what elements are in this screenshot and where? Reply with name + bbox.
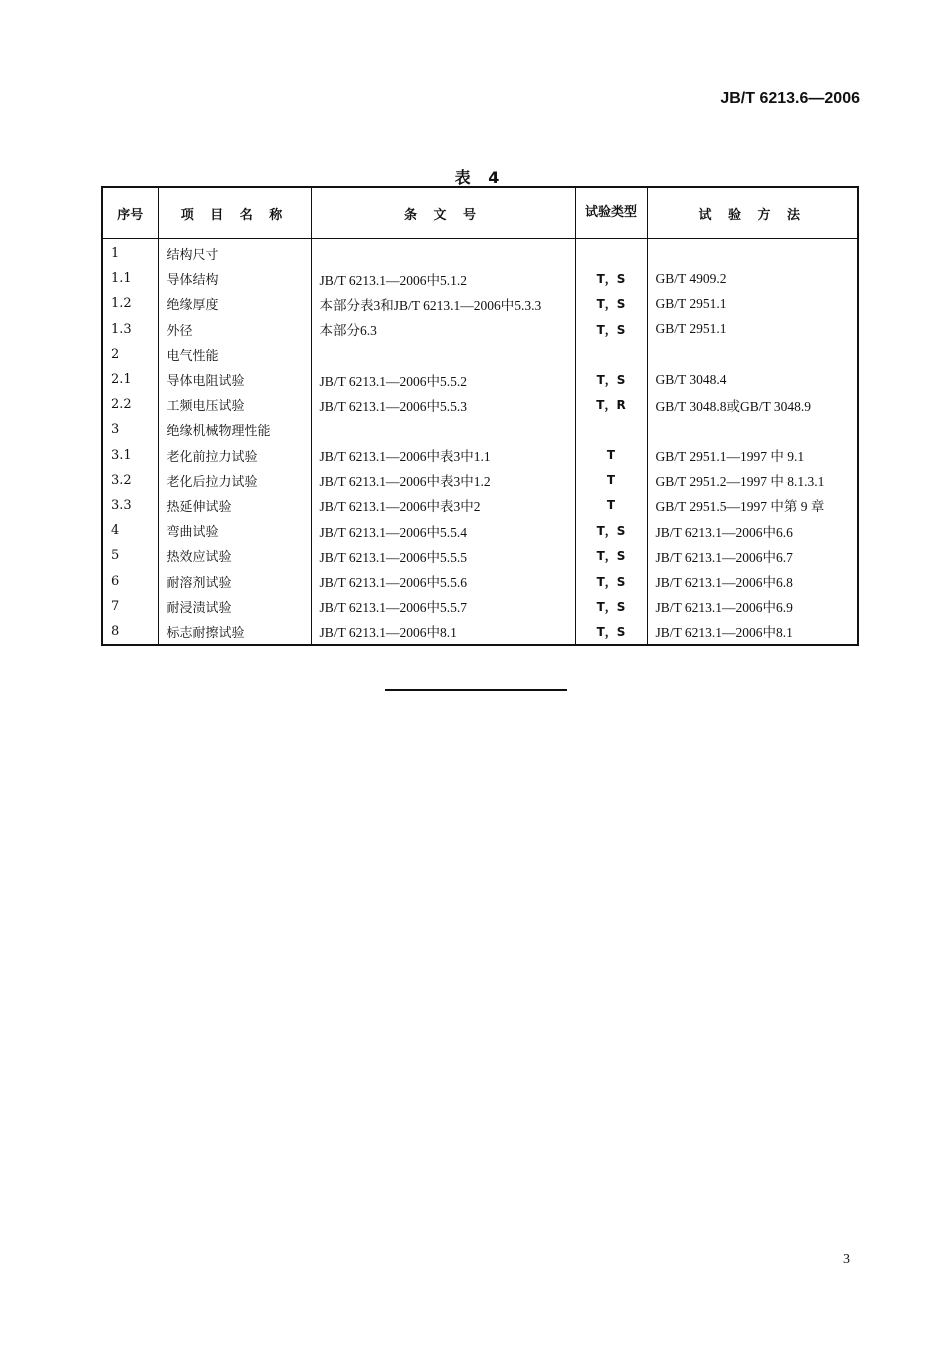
cell-seq: 8: [102, 619, 158, 645]
cell-seq: 2.1: [102, 367, 158, 392]
cell-clause: 本部分表3和JB/T 6213.1—2006中5.3.3: [311, 291, 575, 316]
cell-seq: 1.2: [102, 291, 158, 316]
column-header-method: 试 验 方 法: [647, 187, 858, 239]
cell-test-type: T: [575, 493, 647, 518]
cell-test-method: JB/T 6213.1—2006中8.1: [647, 619, 858, 645]
table-row: [102, 493, 858, 518]
cell-item-name: 热延伸试验: [158, 493, 311, 518]
table-row: [102, 443, 858, 468]
cell-seq: 2.2: [102, 392, 158, 417]
cell-clause: [311, 239, 575, 267]
cell-clause: JB/T 6213.1—2006中5.1.2: [311, 266, 575, 291]
column-header-type: 试验类型: [575, 187, 647, 239]
table-row: [102, 266, 858, 291]
cell-item-name: 标志耐擦试验: [158, 619, 311, 645]
cell-test-method: GB/T 2951.1: [647, 317, 858, 342]
table-row: [102, 239, 858, 267]
cell-item-name: 耐溶剂试验: [158, 568, 311, 593]
cell-clause: JB/T 6213.1—2006中5.5.4: [311, 518, 575, 543]
cell-item-name: 耐浸渍试验: [158, 594, 311, 619]
cell-test-type: T，S: [575, 291, 647, 316]
test-items-table: [101, 186, 859, 646]
cell-test-method: GB/T 2951.5—1997 中第 9 章: [647, 493, 858, 518]
end-rule: [385, 689, 567, 691]
table-row: [102, 367, 858, 392]
cell-seq: 2: [102, 342, 158, 367]
cell-seq: 6: [102, 568, 158, 593]
cell-item-name: 电气性能: [158, 342, 311, 367]
cell-test-type: T，S: [575, 367, 647, 392]
cell-clause: JB/T 6213.1—2006中5.5.3: [311, 392, 575, 417]
table-row: [102, 392, 858, 417]
cell-clause: [311, 342, 575, 367]
cell-seq: 1.1: [102, 266, 158, 291]
cell-test-type: T，S: [575, 266, 647, 291]
cell-test-type: [575, 417, 647, 442]
cell-test-method: JB/T 6213.1—2006中6.6: [647, 518, 858, 543]
cell-test-type: [575, 342, 647, 367]
cell-clause: JB/T 6213.1—2006中5.5.6: [311, 568, 575, 593]
cell-seq: 1: [102, 239, 158, 267]
table-row: [102, 291, 858, 316]
cell-seq: 1.3: [102, 317, 158, 342]
cell-clause: JB/T 6213.1—2006中5.5.5: [311, 543, 575, 568]
cell-test-type: T: [575, 443, 647, 468]
cell-clause: JB/T 6213.1—2006中5.5.7: [311, 594, 575, 619]
cell-item-name: 绝缘机械物理性能: [158, 417, 311, 442]
table-row: [102, 468, 858, 493]
cell-test-method: JB/T 6213.1—2006中6.9: [647, 594, 858, 619]
cell-item-name: 导体结构: [158, 266, 311, 291]
cell-test-method: GB/T 3048.4: [647, 367, 858, 392]
column-header-clause: 条 文 号: [311, 187, 575, 239]
cell-item-name: 外径: [158, 317, 311, 342]
cell-clause: JB/T 6213.1—2006中表3中2: [311, 493, 575, 518]
cell-test-type: T，S: [575, 568, 647, 593]
cell-item-name: 工频电压试验: [158, 392, 311, 417]
standard-code: JB/T 6213.6—2006: [720, 90, 860, 107]
table-row: [102, 543, 858, 568]
column-header-seq: 序号: [102, 187, 158, 239]
cell-item-name: 导体电阻试验: [158, 367, 311, 392]
cell-clause: 本部分6.3: [311, 317, 575, 342]
table-row: [102, 619, 858, 645]
table-row: [102, 568, 858, 593]
cell-test-method: [647, 417, 858, 442]
cell-test-type: T，S: [575, 619, 647, 645]
cell-clause: [311, 417, 575, 442]
cell-seq: 3: [102, 417, 158, 442]
cell-clause: JB/T 6213.1—2006中5.5.2: [311, 367, 575, 392]
cell-test-method: JB/T 6213.1—2006中6.8: [647, 568, 858, 593]
cell-clause: JB/T 6213.1—2006中表3中1.2: [311, 468, 575, 493]
cell-test-type: T，S: [575, 317, 647, 342]
table-row: [102, 594, 858, 619]
cell-item-name: 热效应试验: [158, 543, 311, 568]
cell-test-type: T，R: [575, 392, 647, 417]
table-row: [102, 417, 858, 442]
column-header-item: 项 目 名 称: [158, 187, 311, 239]
cell-test-type: [575, 239, 647, 267]
cell-seq: 3.1: [102, 443, 158, 468]
cell-test-method: GB/T 4909.2: [647, 266, 858, 291]
cell-test-method: GB/T 3048.8或GB/T 3048.9: [647, 392, 858, 417]
cell-seq: 4: [102, 518, 158, 543]
cell-test-method: [647, 342, 858, 367]
cell-item-name: 老化前拉力试验: [158, 443, 311, 468]
cell-item-name: 绝缘厚度: [158, 291, 311, 316]
cell-item-name: 老化后拉力试验: [158, 468, 311, 493]
cell-test-type: T，S: [575, 518, 647, 543]
cell-test-type: T，S: [575, 543, 647, 568]
cell-clause: JB/T 6213.1—2006中表3中1.1: [311, 443, 575, 468]
cell-clause: JB/T 6213.1—2006中8.1: [311, 619, 575, 645]
cell-test-type: T，S: [575, 594, 647, 619]
cell-test-method: GB/T 2951.1—1997 中 9.1: [647, 443, 858, 468]
cell-test-method: GB/T 2951.2—1997 中 8.1.3.1: [647, 468, 858, 493]
cell-seq: 5: [102, 543, 158, 568]
cell-seq: 3.3: [102, 493, 158, 518]
table-header-row: [102, 187, 858, 239]
cell-item-name: 结构尺寸: [158, 239, 311, 267]
cell-test-method: JB/T 6213.1—2006中6.7: [647, 543, 858, 568]
cell-test-method: GB/T 2951.1: [647, 291, 858, 316]
cell-test-method: [647, 239, 858, 267]
cell-seq: 7: [102, 594, 158, 619]
cell-seq: 3.2: [102, 468, 158, 493]
cell-test-type: T: [575, 468, 647, 493]
table-row: [102, 342, 858, 367]
cell-item-name: 弯曲试验: [158, 518, 311, 543]
table-row: [102, 518, 858, 543]
table-title: 表 4: [454, 168, 506, 187]
page-number: 3: [843, 1252, 850, 1267]
table-row: [102, 317, 858, 342]
